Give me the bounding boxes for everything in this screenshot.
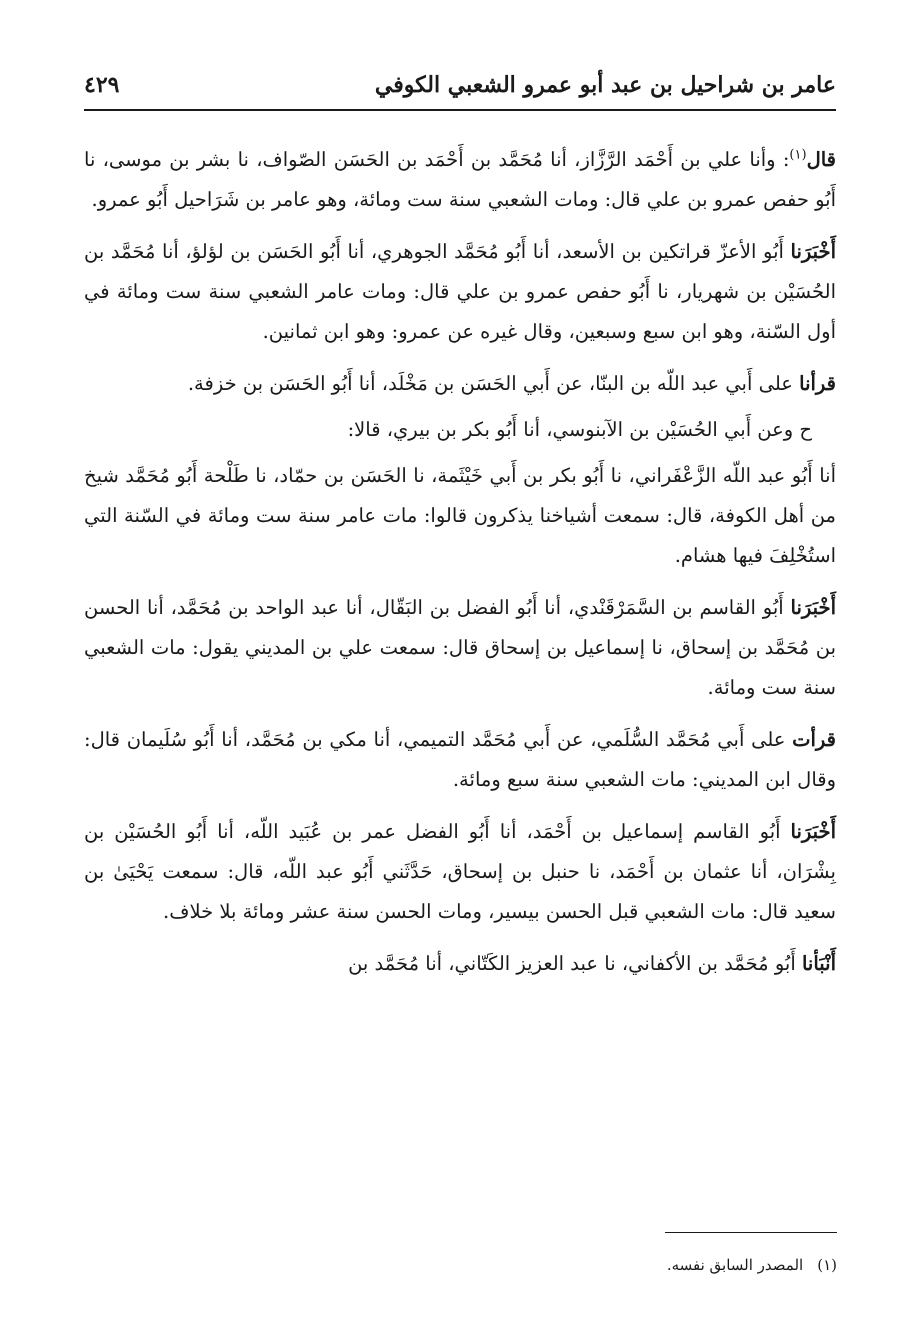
paragraph-1: [84, 140, 836, 220]
page-number: ٤٢٩: [84, 72, 120, 98]
lead-word: أَخْبَرَنا: [790, 596, 836, 619]
paragraph-text: أَبُو مُحَمَّد بن الأكفاني، نا عبد العزيز الكَتّاني، أنا مُحَمَّد بن: [348, 952, 802, 975]
lead-word: قرأنا: [799, 372, 836, 395]
footnote-reference: (١): [789, 147, 807, 163]
footnote-rule: [665, 1232, 837, 1233]
lead-word: أَخْبَرَنا: [790, 820, 836, 843]
paragraph-8: [84, 812, 836, 932]
page-header: [84, 70, 836, 114]
header-rule: [84, 109, 836, 111]
paragraph-9: [84, 944, 836, 984]
paragraph-4: [84, 410, 836, 450]
paragraph-7: [84, 720, 836, 800]
paragraph-6: [84, 588, 836, 708]
lead-word: أَنْبَأنا: [801, 952, 836, 975]
footnote: [667, 1256, 837, 1274]
paragraph-2: [84, 232, 836, 352]
lead-word: أَخْبَرَنا: [790, 240, 836, 263]
lead-word: قرأت: [792, 728, 836, 751]
paragraph-text: على أَبي عبد اللّه بن البنّا، عن أَبي الحَسَن بن مَخْلَد، أنا أَبُو الحَسَن بن خزفة.: [187, 372, 800, 395]
lead-word: قال: [806, 148, 836, 171]
running-title: عامر بن شراحيل بن عبد أبو عمرو الشعبي الكوفي: [374, 72, 836, 98]
paragraph-text: أَبُو الأعزّ قراتكين بن الأسعد، أنا أَبُو مُحَمَّد الجوهري، أنا أَبُو الحَسَن بن لؤلؤ، أنا مُحَمَّد بن الحُسَيْن بن شهريار، نا أَبُو حفص عمرو بن علي قال: ومات عامر الشعبي سنة ست ومائة في أول السّنة، وهو ابن سبع وسبعين، وقال غيره عن عمرو: وهو ابن ثمانين.: [84, 240, 836, 343]
footnote-text: المصدر السابق نفسه.: [666, 1256, 804, 1274]
paragraph-text: : وأنا علي بن أَحْمَد الرَّزَّاز، أنا مُحَمَّد بن أَحْمَد بن الحَسَن الصّواف، نا بشر بن موسى، نا أَبُو حفص عمرو بن علي قال: ومات الشعبي سنة ست ومائة، وهو عامر بن شَرَاحيل أَبُو عمرو.: [84, 148, 836, 211]
paragraph-text: أنا أَبُو عبد اللّه الزَّعْفَراني، نا أَبُو بكر بن أَبي خَيْثَمة، نا الحَسَن بن حمّاد، نا طَلْحة أَبُو مُحَمَّد شيخ من أهل الكوفة، قال: سمعت أشياخنا يذكرون قالوا: مات عامر سنة ست ومائة في السّنة التي استُخْلِفَ فيها هشام.: [84, 464, 836, 567]
paragraph-3: [84, 364, 836, 404]
footnote-number: (١): [817, 1256, 837, 1274]
paragraph-text: أَبُو القاسم بن السَّمَرْقَنْدي، أنا أَبُو الفضل بن البَقّال، أنا عبد الواحد بن مُحَمَّد، أنا الحسن بن مُحَمَّد بن إسحاق، نا إسماعيل بن إسحاق قال: سمعت علي بن المديني يقول: مات الشعبي سنة ست ومائة.: [84, 596, 836, 699]
paragraph-text: على أَبي مُحَمَّد السُّلَمي، عن أَبي مُحَمَّد التميمي، أنا مكي بن مُحَمَّد، أنا أَبُو سُلَيمان قال: وقال ابن المديني: مات الشعبي سنة سبع ومائة.: [84, 728, 836, 791]
paragraph-5: [84, 456, 836, 576]
paragraph-text: ح وعن أَبي الحُسَيْن بن الآبنوسي، أنا أَبُو بكر بن بيري، قالا:: [347, 418, 812, 441]
body-text: [84, 140, 836, 996]
paragraph-text: أَبُو القاسم إسماعيل بن أَحْمَد، أنا أَبُو الفضل عمر بن عُبَيد اللّه، أنا أَبُو الحُسَيْن بن بِشْرَان، أنا عثمان بن أَحْمَد، نا حنبل بن إسحاق، حَدَّثَني أَبُو عبد اللّه، قال: سمعت يَحْيَىٰ بن سعيد قال: مات الشعبي قبل الحسن بيسير، ومات الحسن سنة عشر ومائة بلا خلاف.: [84, 820, 836, 923]
